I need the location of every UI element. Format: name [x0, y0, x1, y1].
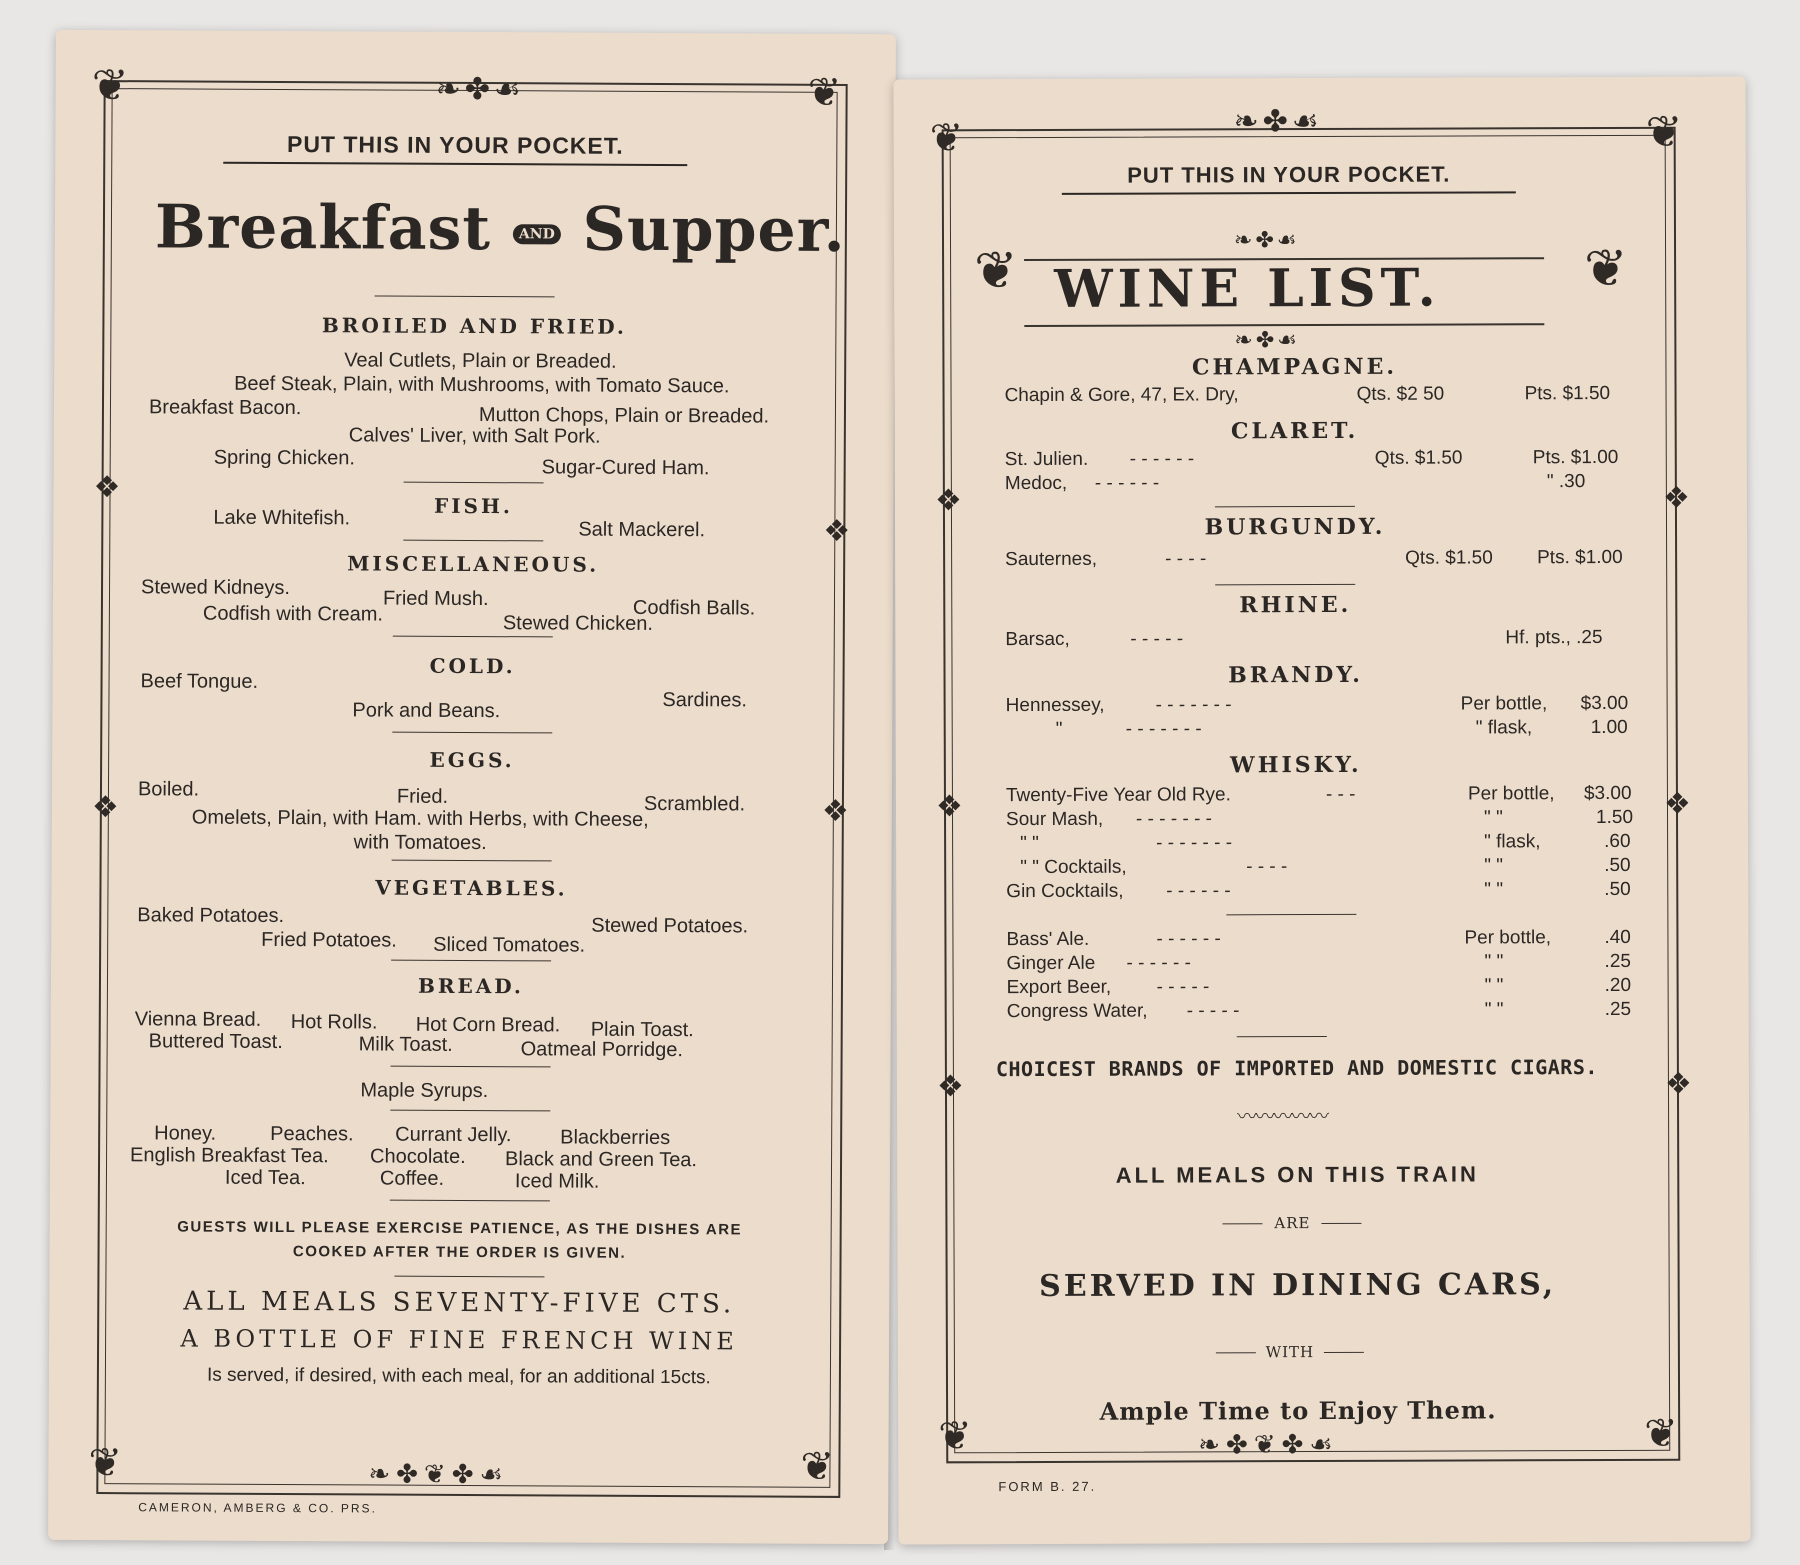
menu-item: Milk Toast. — [358, 1033, 453, 1056]
wine-row — [1006, 693, 1646, 719]
dash-leader: - - - - - - - — [1125, 718, 1202, 740]
menu-item: Veal Cutlets, Plain or Breaded. — [344, 349, 617, 373]
section-heading: WHISKY. — [1229, 751, 1362, 779]
menu-item: Hot Corn Bread. — [415, 1013, 561, 1037]
are-label: ARE — [1274, 1214, 1311, 1233]
wine-name: Bass' Ale. — [1006, 928, 1090, 951]
divider — [1216, 1352, 1256, 1353]
title-word-supper: Supper. — [582, 194, 846, 266]
bottom-ornament-icon: ❧✤❦✤☙ — [1198, 1429, 1339, 1461]
wine-row — [1006, 831, 1646, 857]
side-ornament-icon: ❖ — [91, 790, 119, 826]
served-dining-cars: SERVED IN DINING CARS, — [1039, 1267, 1557, 1304]
dash-leader: - - - - - — [1156, 976, 1210, 998]
side-ornament-icon: ❖ — [1662, 480, 1690, 516]
wine-row — [1005, 383, 1645, 409]
menu-item: Spring Chicken. — [213, 446, 355, 470]
menu-item: Sugar-Cured Ham. — [541, 456, 710, 480]
divider — [1321, 1223, 1361, 1224]
menu-item: Fried Mush. — [382, 587, 489, 611]
dash-leader: - - - - - - — [1129, 448, 1195, 470]
wine-name: Hennessey, — [1005, 694, 1105, 717]
menu-item: Omelets, Plain, with Ham. with Herbs, with Cheese, — [191, 806, 649, 831]
menu-item: Sliced Tomatoes. — [433, 933, 586, 957]
section-heading: RHINE. — [1239, 591, 1352, 619]
side-ornament-icon: ❖ — [1664, 1066, 1692, 1102]
corner-flourish-icon: ❦ — [1644, 1410, 1678, 1457]
wine-row — [1005, 627, 1645, 653]
ample-time-line: Ample Time to Enjoy Them. — [1099, 1395, 1497, 1426]
menu-item: English Breakfast Tea. — [130, 1144, 329, 1168]
wine-name: Ginger Ale — [1006, 952, 1096, 975]
side-ornament-icon: ❖ — [93, 470, 121, 506]
wine-price: .40 — [1604, 926, 1631, 949]
menu-item: Boiled. — [137, 778, 200, 801]
menu-item: Iced Tea. — [224, 1166, 306, 1190]
title-flourish-icon: ❦ — [974, 241, 1018, 302]
side-ornament-icon: ❖ — [936, 1069, 964, 1105]
menu-item: Chocolate. — [370, 1145, 466, 1168]
wine-unit: " " — [1483, 807, 1503, 829]
section-heading: CHAMPAGNE. — [1191, 353, 1398, 381]
section-heading: BREAD. — [417, 973, 524, 999]
wine-row — [1006, 717, 1646, 743]
wine-list-page — [893, 77, 1750, 1545]
price-line: ALL MEALS SEVENTY-FIVE CTS. — [183, 1286, 736, 1320]
side-ornament-icon: ❖ — [823, 513, 851, 549]
menu-item: Fried Potatoes. — [261, 928, 397, 952]
menu-item: Lake Whitefish. — [213, 506, 351, 530]
wine-price: .25 — [1604, 998, 1632, 1021]
wine-offer-line: A BOTTLE OF FINE FRENCH WINE — [180, 1324, 738, 1356]
dash-leader: - - - - - - - — [1155, 694, 1232, 716]
side-ornament-icon: ❖ — [934, 483, 962, 519]
wine-unit: Per bottle, — [1460, 693, 1548, 715]
side-ornament-icon: ❖ — [821, 793, 849, 829]
wine-unit: " " — [1484, 999, 1504, 1021]
dash-leader: - - - - - - — [1094, 472, 1160, 494]
wine-name: " — [1055, 718, 1063, 740]
wine-row — [1005, 447, 1645, 473]
wine-name: Chapin & Gore, 47, Ex. Dry, — [1004, 384, 1239, 407]
menu-item: Peaches. — [270, 1122, 354, 1146]
wine-unit: " flask, — [1484, 831, 1541, 853]
notice-line: COOKED AFTER THE ORDER IS GIVEN. — [292, 1243, 627, 1262]
wine-qts-price: Qts. $1.50 — [1405, 547, 1493, 569]
side-ornament-icon: ❖ — [935, 789, 963, 825]
wine-name: Sour Mash, — [1005, 808, 1104, 831]
breakfast-supper-page — [48, 30, 896, 1544]
section-heading: BURGUNDY. — [1204, 513, 1386, 541]
dash-leader: - - - - — [1246, 856, 1288, 878]
menu-item: Stewed Potatoes. — [591, 914, 749, 938]
wine-row — [1007, 975, 1647, 1001]
cigars-line: CHOICEST BRANDS OF IMPORTED AND DOMESTIC CIGARS. — [995, 1055, 1598, 1082]
form-number: FORM B. 27. — [998, 1478, 1097, 1495]
wine-row — [1006, 951, 1646, 977]
page-inner-border — [104, 88, 837, 1491]
menu-item: Breakfast Bacon. — [148, 396, 302, 420]
page-title: WINE LIST. — [1054, 257, 1441, 320]
menu-item: Hot Rolls. — [290, 1011, 378, 1034]
with-label: WITH — [1265, 1343, 1315, 1362]
served-line: Is served, if desired, with each meal, for an additional 15cts. — [206, 1364, 711, 1389]
top-ornament-icon: ❧✤☙ — [435, 71, 525, 108]
wine-pts-price: " .30 — [1546, 471, 1586, 493]
top-ornament-icon: ❧✤☙ — [1233, 103, 1323, 140]
title-ornament-icon: ❧✤☙ — [1233, 228, 1300, 254]
wine-name: Sauternes, — [1005, 548, 1098, 571]
dash-leader: - - - - - - - — [1156, 832, 1233, 854]
wine-price: .50 — [1604, 878, 1631, 901]
section-heading: EGGS. — [429, 747, 515, 773]
wine-name: " " — [1020, 832, 1039, 855]
pocket-banner: PUT THIS IN YOUR POCKET. — [223, 131, 687, 166]
wine-qts-price: Qts. $1.50 — [1374, 447, 1463, 469]
menu-item: Plain Toast. — [590, 1018, 694, 1042]
corner-flourish-icon: ❦ — [800, 1443, 835, 1490]
wine-name: Barsac, — [1005, 628, 1070, 651]
wine-pts-price: Pts. $1.00 — [1537, 546, 1623, 569]
dash-leader: - - - - - — [1130, 628, 1184, 650]
all-meals-line: ALL MEALS ON THIS TRAIN — [1115, 1161, 1479, 1188]
wine-price: $3.00 — [1580, 692, 1629, 715]
menu-item: Pork and Beans. — [352, 699, 501, 723]
section-heading: FISH. — [433, 493, 513, 519]
wine-pts-price: Pts. $1.50 — [1524, 382, 1611, 405]
menu-item: Scrambled. — [643, 792, 746, 816]
printer-credit: CAMERON, AMBERG & CO. PRS. — [138, 1500, 377, 1516]
menu-item: Stewed Chicken. — [502, 612, 653, 635]
menu-item: with Tomatoes. — [353, 831, 487, 855]
wine-price: Hf. pts., .25 — [1505, 627, 1603, 649]
wine-price: .25 — [1604, 950, 1631, 973]
wine-unit: " " — [1484, 975, 1504, 997]
wine-row — [1006, 927, 1646, 953]
dash-leader: - - - - - - — [1156, 928, 1221, 950]
section-heading: MISCELLANEOUS. — [347, 551, 600, 577]
wine-row — [1006, 783, 1646, 809]
wine-name: Twenty-Five Year Old Rye. — [1005, 784, 1231, 807]
corner-flourish-icon: ❦ — [88, 1440, 123, 1487]
menu-item: Codfish with Cream. — [202, 602, 384, 626]
wine-price: .20 — [1604, 974, 1632, 997]
dash-leader: - - - - — [1165, 548, 1207, 570]
corner-flourish-icon: ❦ — [807, 69, 842, 116]
section-heading: VEGETABLES. — [375, 875, 568, 901]
corner-flourish-icon: ❦ — [938, 1413, 972, 1460]
menu-item: Coffee. — [379, 1167, 445, 1190]
wine-price: .50 — [1604, 854, 1631, 877]
section-heading: BRANDY. — [1228, 661, 1363, 689]
wavy-divider-icon: 〰〰〰〰〰 — [1237, 1103, 1328, 1129]
wine-unit: Per bottle, — [1464, 927, 1552, 949]
menu-item: Salt Mackerel. — [578, 518, 706, 542]
wine-unit: " flask, — [1475, 717, 1533, 739]
dash-leader: - - - - - - - — [1135, 808, 1213, 830]
menu-item: Beef Tongue. — [140, 670, 259, 693]
wine-price: .60 — [1604, 830, 1631, 853]
dash-leader: - - - - - - — [1126, 952, 1191, 974]
title-flourish-icon: ❦ — [1584, 238, 1628, 300]
section-heading: BROILED AND FRIED. — [321, 313, 627, 339]
menu-item: Calves' Liver, with Salt Pork. — [348, 424, 601, 448]
menu-item: Vienna Bread. — [134, 1008, 262, 1031]
corner-flourish-icon: ❦ — [1645, 106, 1683, 158]
wine-row — [1006, 879, 1646, 905]
wine-row — [1006, 807, 1646, 833]
wine-pts-price: Pts. $1.00 — [1532, 446, 1619, 469]
menu-item: Buttered Toast. — [148, 1030, 283, 1054]
dash-leader: - - - - - — [1186, 1000, 1240, 1022]
wine-row — [1007, 999, 1647, 1025]
menu-item: Baked Potatoes. — [137, 904, 285, 928]
section-heading: COLD. — [429, 653, 516, 679]
menu-item: Honey. — [154, 1122, 217, 1145]
maple-syrups: Maple Syrups. — [360, 1079, 489, 1103]
divider — [1222, 1223, 1262, 1224]
menu-item: Black and Green Tea. — [504, 1148, 698, 1172]
wine-unit: " " — [1484, 879, 1504, 901]
wine-row — [1006, 855, 1646, 881]
wine-unit: Per bottle, — [1467, 783, 1555, 805]
menu-item: Blackberries — [560, 1126, 671, 1150]
wine-name: Gin Cocktails, — [1006, 880, 1124, 903]
wine-name: Congress Water, — [1006, 1000, 1148, 1023]
side-ornament-icon: ❖ — [1663, 786, 1691, 822]
title-and-badge: AND — [513, 224, 561, 244]
wine-name: Medoc, — [1004, 472, 1068, 495]
bottom-ornament-icon: ❧✤❦✤☙ — [368, 1459, 509, 1491]
title-ornament-icon: ❧✤☙ — [1234, 328, 1300, 354]
wine-name: Export Beer, — [1006, 976, 1112, 999]
menu-item: Oatmeal Porridge. — [520, 1038, 683, 1062]
menu-item: Sardines. — [662, 688, 748, 712]
wine-unit: " " — [1484, 855, 1504, 877]
dash-leader: - - - — [1325, 783, 1356, 805]
wine-price: $3.00 — [1583, 782, 1632, 805]
pocket-banner: PUT THIS IN YOUR POCKET. — [1062, 161, 1516, 195]
menu-item: Fried. — [396, 785, 449, 808]
wine-row — [1005, 471, 1645, 497]
dash-leader: - - - - - - — [1166, 880, 1231, 902]
notice-line: GUESTS WILL PLEASE EXERCISE PATIENCE, AS THE DISHES ARE — [177, 1218, 743, 1239]
menu-item: Iced Milk. — [514, 1170, 600, 1193]
wine-name: St. Julien. — [1004, 448, 1089, 471]
title-word-breakfast: Breakfast — [154, 192, 492, 265]
wine-row — [1005, 547, 1645, 573]
wine-price: 1.00 — [1590, 716, 1628, 739]
corner-flourish-icon: ❦ — [91, 59, 129, 112]
wine-price: 1.50 — [1595, 806, 1634, 829]
wine-name: " " Cocktails, — [1020, 856, 1127, 879]
page-title — [155, 192, 846, 266]
menu-item: Stewed Kidneys. — [140, 576, 291, 600]
menu-item: Mutton Chops, Plain or Breaded. — [478, 404, 770, 428]
menu-item: Currant Jelly. — [395, 1123, 512, 1147]
divider — [1324, 1352, 1364, 1353]
menu-item: Beef Steak, Plain, with Mushrooms, with Tomato Sauce. — [234, 372, 730, 398]
wine-unit: " " — [1484, 951, 1504, 973]
corner-flourish-icon: ❦ — [929, 115, 964, 162]
wine-qts-price: Qts. $2 50 — [1356, 383, 1445, 405]
menu-item: Codfish Balls. — [632, 596, 756, 620]
section-heading: CLARET. — [1230, 417, 1359, 445]
